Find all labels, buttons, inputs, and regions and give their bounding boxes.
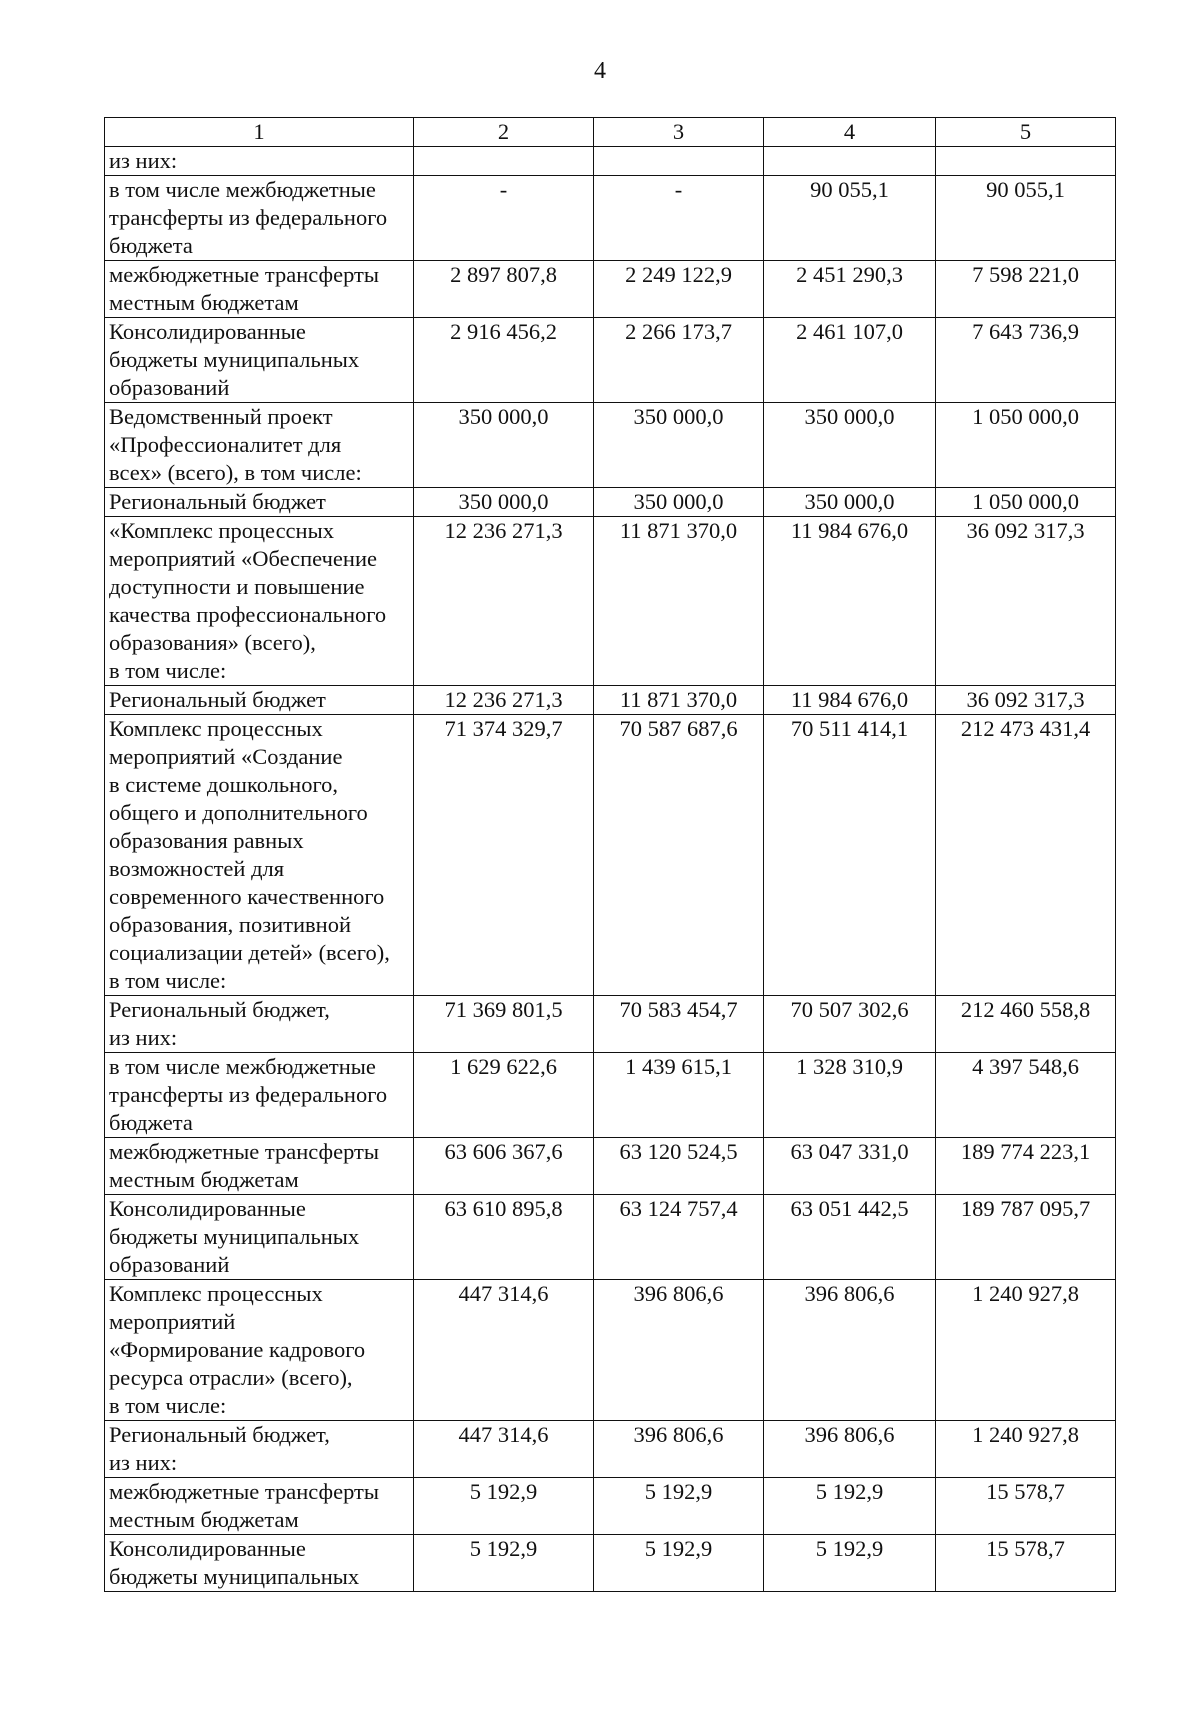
- column-header: 4: [764, 118, 936, 147]
- value-cell: 1 439 615,1: [594, 1053, 764, 1138]
- table-body: [105, 147, 1116, 1592]
- value-cell: 5 192,9: [764, 1535, 936, 1592]
- value-cell: 350 000,0: [594, 403, 764, 488]
- value-cell: 12 236 271,3: [414, 686, 594, 715]
- row-label: межбюджетные трансферты местным бюджетам: [105, 1138, 414, 1195]
- value-cell: 71 369 801,5: [414, 996, 594, 1053]
- value-cell: [414, 147, 594, 176]
- row-label: Консолидированные бюджеты муниципальных образований: [105, 1195, 414, 1280]
- column-header: 5: [936, 118, 1116, 147]
- value-cell: 11 871 370,0: [594, 686, 764, 715]
- table-row: [105, 1535, 1116, 1592]
- value-cell: 11 871 370,0: [594, 517, 764, 686]
- row-label: Комплекс процессных мероприятий «Создание в системе дошкольного, общего и дополнительного образования равных возможностей для современного качественного образования, позитивной социализации детей» (всего), в том числе:: [105, 715, 414, 996]
- value-cell: 63 610 895,8: [414, 1195, 594, 1280]
- value-cell: 1 240 927,8: [936, 1280, 1116, 1421]
- value-cell: 5 192,9: [414, 1478, 594, 1535]
- value-cell: 36 092 317,3: [936, 517, 1116, 686]
- column-header: 1: [105, 118, 414, 147]
- row-label: «Комплекс процессных мероприятий «Обеспечение доступности и повышение качества профессионального образования» (всего), в том числе:: [105, 517, 414, 686]
- row-label: в том числе межбюджетные трансферты из федерального бюджета: [105, 176, 414, 261]
- value-cell: 7 598 221,0: [936, 261, 1116, 318]
- table-row: [105, 318, 1116, 403]
- value-cell: [594, 147, 764, 176]
- value-cell: 7 643 736,9: [936, 318, 1116, 403]
- table-row: [105, 1053, 1116, 1138]
- value-cell: 5 192,9: [594, 1535, 764, 1592]
- value-cell: 90 055,1: [936, 176, 1116, 261]
- value-cell: 90 055,1: [764, 176, 936, 261]
- table-row: [105, 1280, 1116, 1421]
- value-cell: 63 120 524,5: [594, 1138, 764, 1195]
- value-cell: [936, 147, 1116, 176]
- value-cell: -: [594, 176, 764, 261]
- value-cell: 396 806,6: [594, 1421, 764, 1478]
- table-row: [105, 517, 1116, 686]
- row-label: Консолидированные бюджеты муниципальных: [105, 1535, 414, 1592]
- row-label: Региональный бюджет: [105, 686, 414, 715]
- table-row: [105, 1138, 1116, 1195]
- value-cell: 350 000,0: [764, 403, 936, 488]
- row-label: Региональный бюджет, из них:: [105, 1421, 414, 1478]
- row-label: Региональный бюджет: [105, 488, 414, 517]
- value-cell: 2 249 122,9: [594, 261, 764, 318]
- value-cell: 11 984 676,0: [764, 517, 936, 686]
- table-row: [105, 176, 1116, 261]
- value-cell: 212 473 431,4: [936, 715, 1116, 996]
- value-cell: 11 984 676,0: [764, 686, 936, 715]
- row-label: Региональный бюджет, из них:: [105, 996, 414, 1053]
- value-cell: 447 314,6: [414, 1421, 594, 1478]
- budget-table: [104, 117, 1116, 1592]
- value-cell: 212 460 558,8: [936, 996, 1116, 1053]
- table-header-row: [105, 118, 1116, 147]
- row-label: межбюджетные трансферты местным бюджетам: [105, 261, 414, 318]
- row-label: межбюджетные трансферты местным бюджетам: [105, 1478, 414, 1535]
- value-cell: 447 314,6: [414, 1280, 594, 1421]
- value-cell: 1 328 310,9: [764, 1053, 936, 1138]
- value-cell: 71 374 329,7: [414, 715, 594, 996]
- value-cell: -: [414, 176, 594, 261]
- value-cell: 63 124 757,4: [594, 1195, 764, 1280]
- value-cell: 350 000,0: [594, 488, 764, 517]
- row-label: в том числе межбюджетные трансферты из федерального бюджета: [105, 1053, 414, 1138]
- row-label: из них:: [105, 147, 414, 176]
- value-cell: 189 774 223,1: [936, 1138, 1116, 1195]
- value-cell: 189 787 095,7: [936, 1195, 1116, 1280]
- value-cell: 70 587 687,6: [594, 715, 764, 996]
- table-row: [105, 403, 1116, 488]
- row-label: Консолидированные бюджеты муниципальных образований: [105, 318, 414, 403]
- column-header: 2: [414, 118, 594, 147]
- table-row: [105, 147, 1116, 176]
- value-cell: 1 240 927,8: [936, 1421, 1116, 1478]
- value-cell: 5 192,9: [414, 1535, 594, 1592]
- value-cell: 36 092 317,3: [936, 686, 1116, 715]
- value-cell: 350 000,0: [414, 403, 594, 488]
- value-cell: 63 047 331,0: [764, 1138, 936, 1195]
- table-row: [105, 1478, 1116, 1535]
- value-cell: 5 192,9: [594, 1478, 764, 1535]
- value-cell: 12 236 271,3: [414, 517, 594, 686]
- value-cell: 396 806,6: [594, 1280, 764, 1421]
- value-cell: 396 806,6: [764, 1421, 936, 1478]
- row-label: Ведомственный проект «Профессионалитет для всех» (всего), в том числе:: [105, 403, 414, 488]
- value-cell: 5 192,9: [764, 1478, 936, 1535]
- value-cell: 350 000,0: [764, 488, 936, 517]
- value-cell: 350 000,0: [414, 488, 594, 517]
- value-cell: 1 050 000,0: [936, 488, 1116, 517]
- value-cell: 2 461 107,0: [764, 318, 936, 403]
- value-cell: 1 050 000,0: [936, 403, 1116, 488]
- column-header: 3: [594, 118, 764, 147]
- table-row: [105, 261, 1116, 318]
- value-cell: 63 051 442,5: [764, 1195, 936, 1280]
- value-cell: 70 507 302,6: [764, 996, 936, 1053]
- table-row: [105, 488, 1116, 517]
- value-cell: 2 451 290,3: [764, 261, 936, 318]
- value-cell: [764, 147, 936, 176]
- value-cell: 2 266 173,7: [594, 318, 764, 403]
- value-cell: 2 916 456,2: [414, 318, 594, 403]
- row-label: Комплекс процессных мероприятий «Формирование кадрового ресурса отрасли» (всего), в том числе:: [105, 1280, 414, 1421]
- value-cell: 63 606 367,6: [414, 1138, 594, 1195]
- table-row: [105, 1421, 1116, 1478]
- value-cell: 70 583 454,7: [594, 996, 764, 1053]
- value-cell: 396 806,6: [764, 1280, 936, 1421]
- table-row: [105, 996, 1116, 1053]
- table-row: [105, 686, 1116, 715]
- value-cell: 2 897 807,8: [414, 261, 594, 318]
- value-cell: 4 397 548,6: [936, 1053, 1116, 1138]
- value-cell: 15 578,7: [936, 1535, 1116, 1592]
- table-row: [105, 715, 1116, 996]
- value-cell: 1 629 622,6: [414, 1053, 594, 1138]
- value-cell: 15 578,7: [936, 1478, 1116, 1535]
- table-row: [105, 1195, 1116, 1280]
- page-number: 4: [594, 58, 606, 84]
- value-cell: 70 511 414,1: [764, 715, 936, 996]
